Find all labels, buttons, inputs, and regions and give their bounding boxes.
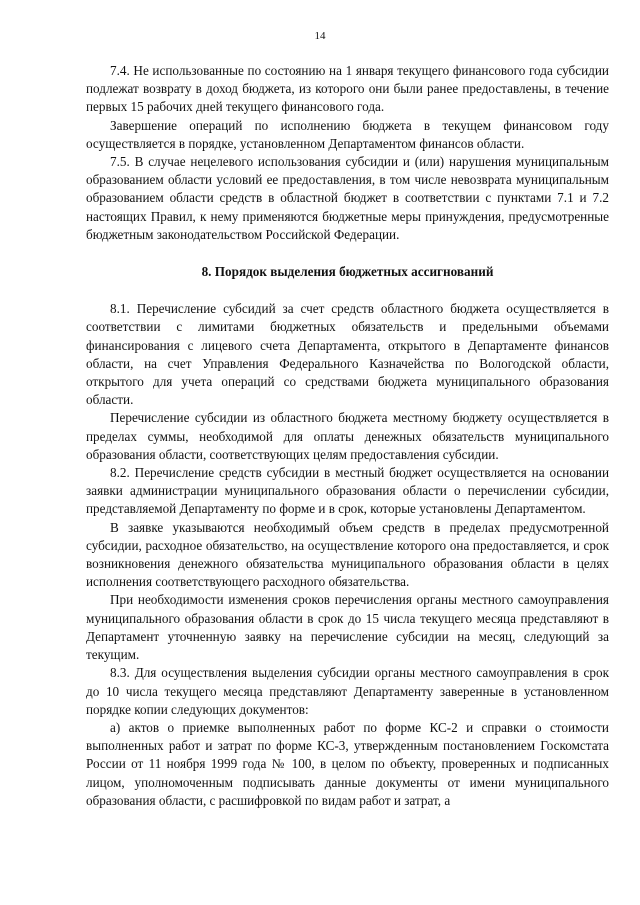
paragraph-transfer-limits: Перечисление субсидии из областного бюджета местному бюджету осуществляется в пределах суммы, необходимой для оплаты денежных обязательств муниципального образования области, соответствующих целям предоставления субсидии. — [86, 410, 609, 462]
paragraph-item-a: а) актов о приемке выполненных работ по форме КС-2 и справки о стоимости выполненных работ и затрат по форме КС-3, утвержденным постановлением Госкомстата России от 11 ноября 1999 года № 100, в целом по объекту, проверенных и подписанных лицом, уполномоченным подписывать данные документы от имени муниципального образования области, с расшифровкой по видам работ и затрат, а — [86, 719, 609, 808]
page-number: 14 — [314, 30, 326, 42]
paragraph-8-2: 8.2. Перечисление средств субсидии в местный бюджет осуществляется на основании заявки администрации муниципального образования области о перечислении субсидии, представляемой Департаменту по форме и в срок, которые установлены Департаментом. — [86, 465, 609, 517]
paragraph-7-4: 7.4. Не использованные по состоянию на 1 января текущего финансового года субсидии подлежат возврату в доход бюджета, из которого они были ранее предоставлены, в течение первых 15 рабочих дней текущего финансового года. — [86, 63, 609, 115]
paragraph-8-1: 8.1. Перечисление субсидий за счет средств областного бюджета осуществляется в соответствии с лимитами бюджетных обязательств и предельными объемами финансирования с лицевого счета Департамента, открытого в Департаменте финансов области, на счет Управления Федерального Казначейства по Вологодской области, открытого для учета операций со средствами бюджета муниципального образования области. — [86, 301, 609, 408]
paragraph-budget-completion: Завершение операций по исполнению бюджета в текущем финансовом году осуществляется в порядке, установленном Департаментом финансов области. — [86, 117, 609, 151]
document-body — [86, 62, 609, 810]
paragraph-deadline-change: При необходимости изменения сроков перечисления органы местного самоуправления муниципального образования области в срок до 15 числа текущего месяца представляют в Департамент уточненную заявку на перечисление субсидии на месяц, следующий за текущим. — [86, 592, 609, 663]
paragraph-7-5: 7.5. В случае нецелевого использования субсидии и (или) нарушения муниципальным образованием области условий ее предоставления, в том числе невозврата муниципальным образованием области средств в областной бюджет в соответствии с пунктами 7.1 и 7.2 настоящих Правил, к нему применяются бюджетные меры принуждения, предусмотренные бюджетным законодательством Российской Федерации. — [86, 154, 609, 242]
paragraph-application-contents: В заявке указываются необходимый объем средств в пределах предусмотренной субсидии, расходное обязательство, на осуществление которого она предоставляется, и срок возникновения денежного обязательства муниципального образования области в целях исполнения соответствующего расходного обязательства. — [86, 519, 609, 590]
section-heading: 8. Порядок выделения бюджетных ассигнований — [201, 264, 494, 280]
paragraph-8-3: 8.3. Для осуществления выделения субсидии органы местного самоуправления в срок до 10 числа текущего месяца представляют Департаменту заверенные в установленном порядке копии следующих документов: — [86, 665, 609, 717]
